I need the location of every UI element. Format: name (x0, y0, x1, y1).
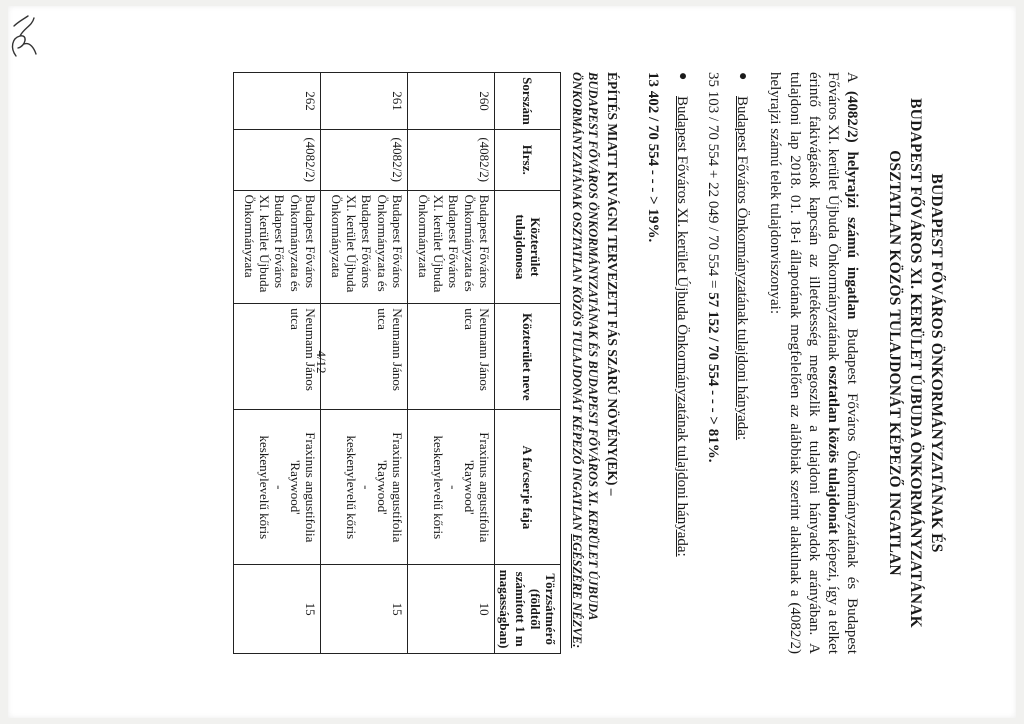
cell-species: Fraxinus angustifolia 'Raywood' - keskenylevelű kőris (233, 410, 320, 565)
header-species: A fa/cserje faja (494, 410, 560, 565)
cell-street: Neumann János utca (407, 304, 494, 410)
cell-hrsz: (4082/2) (407, 129, 494, 190)
owner-share-calc (703, 72, 722, 654)
owner-item (672, 72, 691, 654)
intro-paragraph (765, 72, 861, 654)
owner-label: Budapest Főváros XI. kerület Újbuda Önkormányzatának tulajdoni hányada: (673, 96, 690, 557)
section-subtitle-line-1: BUDAPEST FŐVÁROS ÖNKORMÁNYZATÁNAK ÉS BUDAPEST FŐVÁROS XI. KERÜLET ÚJBUDA (586, 72, 601, 621)
cell-diameter: 15 (320, 565, 407, 654)
cell-street: Neumann János utca (233, 304, 320, 410)
section-title: ÉPÍTÉS MIATT KIVÁGNI TERVEZETT FÁS SZÁRÚ NÖVÉNY(EK) – (604, 72, 620, 496)
heading-line-1: BUDAPEST FŐVÁROS ÖNKORMÁNYZATÁNAK ÉS (928, 173, 945, 553)
owners-list (732, 72, 751, 654)
intro-rest: képezi, így a telket érintő fakivágások kapcsán az illetékesség megoszlik a tulajdoni hányadok arányában. A tulajdoni lap 2018. 01. 18-i állapotának megfelelően az alábbiak szerint alakulnak a (4082/2) helyrajzi számú telek tulajdonviszonyai: (767, 72, 842, 655)
cell-serial: 262 (233, 73, 320, 130)
calc-result: 13 402 / 70 554 - - - > 19%. (644, 72, 661, 243)
header-street: Közterület neve (494, 304, 560, 410)
section-subtitle (569, 72, 601, 654)
header-hrsz: Hrsz. (494, 129, 560, 190)
intro-property: (4082/2) helyrajzi számú ingatlan (844, 90, 861, 320)
heading-line-3: OSZTATLAN KÖZÖS TULAJDONÁT KÉPEZŐ INGATLAN (886, 150, 904, 576)
table-row (407, 73, 494, 654)
calc-result: 57 152 / 70 554 - - - > 81%. (705, 292, 722, 463)
calc-plain: 35 103 / 70 554 + 22 049 / 70 554 = (705, 72, 722, 293)
section-subtitle-line-2: ÖNKORMÁNYZATÁNAK OSZTATLAN KÖZÖS TULAJDONÁT KÉPEZŐ INGATLAN EGÉSZÉRE NÉZVE: (570, 72, 585, 649)
document-heading (883, 72, 946, 654)
owners-list (672, 72, 691, 654)
header-diameter: Törzsátmérő (földtől számított 1 m magasságban) (494, 565, 560, 654)
cell-owner: Budapest Főváros Önkormányzata és Budapest Főváros XI. kerület Újbuda Önkormányzata (233, 190, 320, 304)
owner-share-calc (643, 72, 662, 654)
page-number: 4/12 (313, 350, 329, 374)
cell-owner: Budapest Főváros Önkormányzata és Budapest Főváros XI. kerület Újbuda Önkormányzata (407, 190, 494, 304)
cell-street: Neumann János utca (320, 304, 407, 410)
heading-line-2: BUDAPEST FŐVÁROS XI. KERÜLET ÚJBUDA ÖNKORMÁNYZATÁNAK (907, 98, 925, 628)
owner-label: Budapest Főváros Önkormányzatának tulajdoni hányada: (734, 96, 751, 441)
document-page (12, 12, 1012, 712)
cell-serial: 260 (407, 73, 494, 130)
bullet-icon: ● (735, 72, 751, 81)
cell-species: Fraxinus angustifolia 'Raywood' - keskenylevelű kőris (407, 410, 494, 565)
cell-diameter: 10 (407, 565, 494, 654)
intro-prefix: A (844, 72, 861, 91)
cell-species: Fraxinus angustifolia 'Raywood' - keskenylevelű kőris (320, 410, 407, 565)
table-header-row (494, 73, 560, 654)
cell-serial: 261 (320, 73, 407, 130)
table-row (233, 73, 320, 654)
intro-middle: Budapest Főváros Önkormányzatának és Budapest Főváros XI. kerület Újbuda Önkormányzatának (825, 72, 861, 654)
header-owner: Közterület tulajdonosa (494, 190, 560, 304)
cell-owner: Budapest Főváros Önkormányzata és Budapest Főváros XI. kerület Újbuda Önkormányzata (320, 190, 407, 304)
cell-hrsz: (4082/2) (320, 129, 407, 190)
cell-diameter: 15 (233, 565, 320, 654)
trees-table (233, 72, 561, 654)
owner-item (732, 72, 751, 654)
intro-ownership: osztatlan közös tulajdonát (825, 365, 842, 535)
section-subtitle-underlined: EGÉSZÉRE NÉZVE: (570, 533, 585, 649)
cell-hrsz: (4082/2) (233, 129, 320, 190)
header-serial: Sorszám (494, 73, 560, 130)
bullet-icon: ● (674, 72, 690, 81)
table-row (320, 73, 407, 654)
